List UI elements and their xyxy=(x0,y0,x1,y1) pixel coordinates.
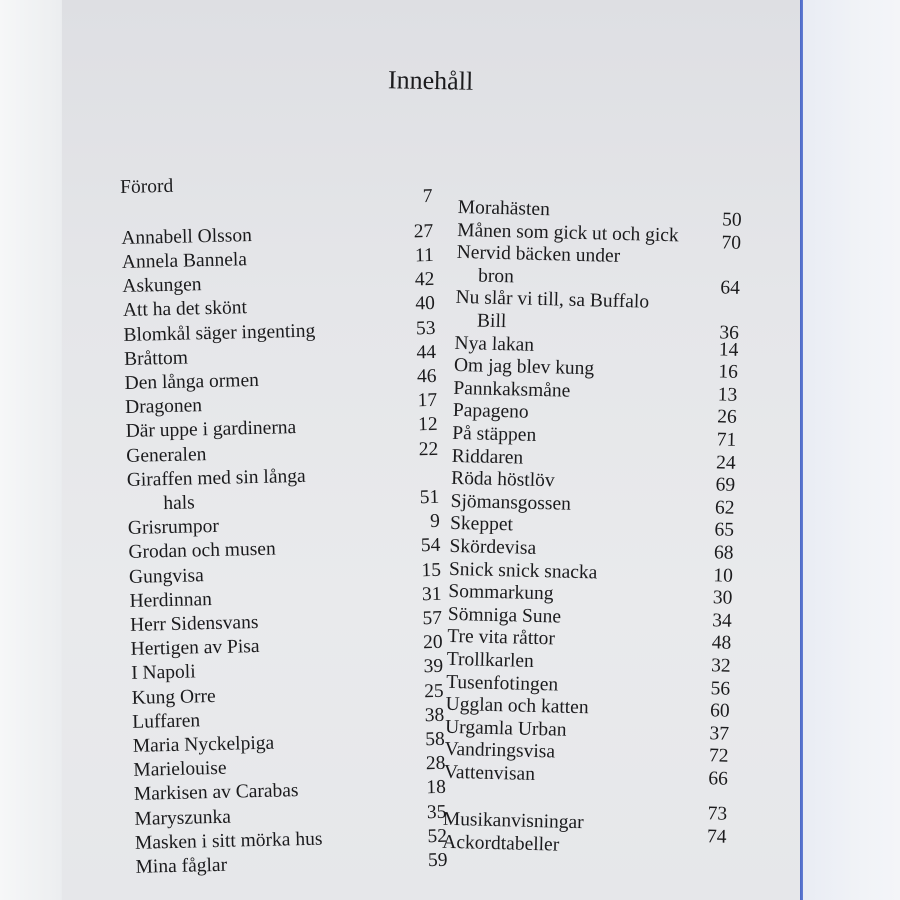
toc-entry-title: Grisrumpor xyxy=(127,516,220,540)
toc-entry-title: Annabell Olsson xyxy=(121,224,253,249)
toc-entry-title: Musikanvisningar xyxy=(442,809,584,834)
toc-entry-title: Röda höstlöv xyxy=(450,468,555,492)
toc-entry-title: Grodan och musen xyxy=(128,538,276,564)
toc-entry-page: 52 xyxy=(427,825,448,848)
toc-entry-title: Skördevisa xyxy=(449,535,537,559)
toc-entry-title: På stäppen xyxy=(452,422,537,446)
toc-entry-page: 13 xyxy=(717,384,738,406)
toc-entry-page: 26 xyxy=(717,406,738,429)
toc-entry-title: Generalen xyxy=(126,443,207,467)
toc-entry-page: 74 xyxy=(706,826,727,848)
toc-entry-page: 9 xyxy=(429,511,441,533)
toc-entry-page: 18 xyxy=(426,777,447,799)
toc-entry-title: Annela Bannela xyxy=(121,249,248,273)
toc-entry-page: 15 xyxy=(421,559,442,581)
toc-entry-title: Sömniga Sune xyxy=(447,603,562,628)
toc-entry-page: 42 xyxy=(414,269,435,291)
toc-entry-title: Maryszunka xyxy=(134,806,232,830)
toc-entry-title: Nya lakan xyxy=(454,332,535,356)
toc-entry-page: 17 xyxy=(417,390,438,412)
toc-entry-page: 10 xyxy=(713,564,734,587)
toc-entry-title: Trollkarlen xyxy=(446,648,535,672)
toc-entry-title: Tre vita råttor xyxy=(447,626,556,650)
toc-entry-page: 38 xyxy=(424,704,445,727)
toc-entry-title: Papageno xyxy=(452,400,529,424)
toc-entry-page: 54 xyxy=(420,535,441,557)
toc-entry-title: Snick snick snacka xyxy=(448,558,598,584)
toc-entry-title: Maria Nyckelpiga xyxy=(132,732,275,757)
toc-entry-page: 31 xyxy=(421,583,442,606)
toc-entry-title: Marielouise xyxy=(133,757,227,782)
toc-entry-title: Herr Sidensvans xyxy=(129,611,259,636)
toc-entry-page: 70 xyxy=(721,231,742,254)
toc-entry-page: 36 xyxy=(719,322,740,344)
toc-entry-title: Förord xyxy=(119,175,174,198)
toc-entry-title: Urgamla Urban xyxy=(444,716,567,741)
toc-entry-page: 64 xyxy=(720,277,741,299)
toc-entry-page: 57 xyxy=(422,607,443,630)
book-cover-edge xyxy=(803,0,900,900)
toc-entry-page: 7 xyxy=(422,185,433,208)
toc-entry-page: 72 xyxy=(708,745,729,768)
toc-entry-title: Skeppet xyxy=(449,513,514,536)
toc-entry-page: 12 xyxy=(417,414,438,436)
toc-entry-title: Ugglan och katten xyxy=(445,693,589,719)
toc-entry-page: 73 xyxy=(707,803,728,826)
toc-entry-page: 53 xyxy=(415,317,436,339)
toc-entry-page: 34 xyxy=(712,610,733,632)
toc-entry-page: 48 xyxy=(711,632,732,655)
toc-entry-page: 40 xyxy=(415,293,436,315)
toc-entry-page: 27 xyxy=(413,220,434,243)
toc-entry-title: Markisen av Carabas xyxy=(133,780,299,806)
toc-entry-page: 24 xyxy=(715,451,736,474)
toc-entry-title: Sommarkung xyxy=(448,581,554,605)
toc-entry-page: 56 xyxy=(710,677,731,700)
toc-entry-page: 32 xyxy=(710,655,731,677)
toc-entry-title: Ackordtabeller xyxy=(442,831,560,856)
toc-entry-page: 25 xyxy=(423,680,444,702)
toc-entry-page: 51 xyxy=(419,486,440,509)
toc-entry-title: Masken i sitt mörka hus xyxy=(134,828,323,854)
toc-entry-page: 14 xyxy=(718,338,739,361)
toc-entry-title: Sjömansgossen xyxy=(450,490,572,515)
toc-entry-title: Mina fåglar xyxy=(135,854,228,878)
toc-entry-title: Nu slår vi till, sa Buffalo xyxy=(455,287,650,314)
toc-entry-page: 44 xyxy=(416,341,437,364)
toc-entry-title: Dragonen xyxy=(124,395,203,419)
toc-entry-title: Månen som gick ut och gick xyxy=(457,219,679,246)
toc-entry-page: 66 xyxy=(708,768,729,790)
toc-entry-title: Att ha det skönt xyxy=(122,297,248,322)
toc-entry-page: 50 xyxy=(721,209,742,231)
toc-entry-page: 59 xyxy=(427,849,448,872)
toc-entry-title: Bråttom xyxy=(123,347,189,370)
toc-entry-title-continued: Bill xyxy=(476,310,507,333)
toc-entry-title: Där uppe i gardinerna xyxy=(125,417,297,443)
toc-entry-page: 58 xyxy=(425,728,446,751)
left-page-edge xyxy=(0,0,70,900)
toc-entry-page: 30 xyxy=(712,587,733,609)
toc-entry-page: 35 xyxy=(426,801,447,823)
toc-entry-title: Herdinnan xyxy=(129,588,213,612)
toc-entry-title: Pannkaksmåne xyxy=(453,377,571,402)
toc-entry-title: I Napoli xyxy=(130,661,196,685)
toc-entry-page: 37 xyxy=(709,723,730,745)
toc-entry-title: Vandringsvisa xyxy=(444,739,556,763)
toc-entry-title: Giraffen med sin långa xyxy=(126,465,306,491)
toc-entry-page: 65 xyxy=(714,519,735,542)
toc-entry-page: 69 xyxy=(715,474,736,496)
toc-entry-title: Luffaren xyxy=(132,710,201,733)
toc-entry-title: Den långa ormen xyxy=(124,369,260,394)
toc-entry-title-continued: hals xyxy=(163,492,196,515)
toc-entry-title: Tusenfotingen xyxy=(445,671,559,696)
toc-entry-page: 28 xyxy=(425,752,446,775)
toc-entry-page: 62 xyxy=(714,497,735,519)
toc-entry-page: 16 xyxy=(718,361,739,384)
toc-entry-title: Hertigen av Pisa xyxy=(130,636,260,661)
toc-entry-title: Nervid bäcken under xyxy=(456,242,621,268)
toc-entry-page: 22 xyxy=(418,438,439,460)
toc-entry-page: 39 xyxy=(423,656,444,678)
toc-entry-title: Vattenvisan xyxy=(443,761,536,786)
toc-entry-title: Kung Orre xyxy=(131,685,216,709)
toc-entry-title: Om jag blev kung xyxy=(453,355,595,380)
toc-entry-page: 68 xyxy=(713,542,734,564)
toc-entry-title: Riddaren xyxy=(451,445,524,469)
toc-entry-title: Morahästen xyxy=(457,196,551,221)
toc-entry-page: 11 xyxy=(414,244,435,267)
toc-entry-title: Blomkål säger ingenting xyxy=(123,320,316,346)
page-title: Innehåll xyxy=(387,65,474,96)
toc-entry-page: 20 xyxy=(422,632,443,654)
toc-entry-page: 46 xyxy=(416,365,437,388)
toc-entry-page: 71 xyxy=(716,429,737,451)
toc-entry-title: Gungvisa xyxy=(128,564,204,588)
toc-entry-title-continued: bron xyxy=(477,265,515,288)
toc-entry-page: 60 xyxy=(709,700,730,722)
toc-entry-title: Askungen xyxy=(122,274,202,298)
